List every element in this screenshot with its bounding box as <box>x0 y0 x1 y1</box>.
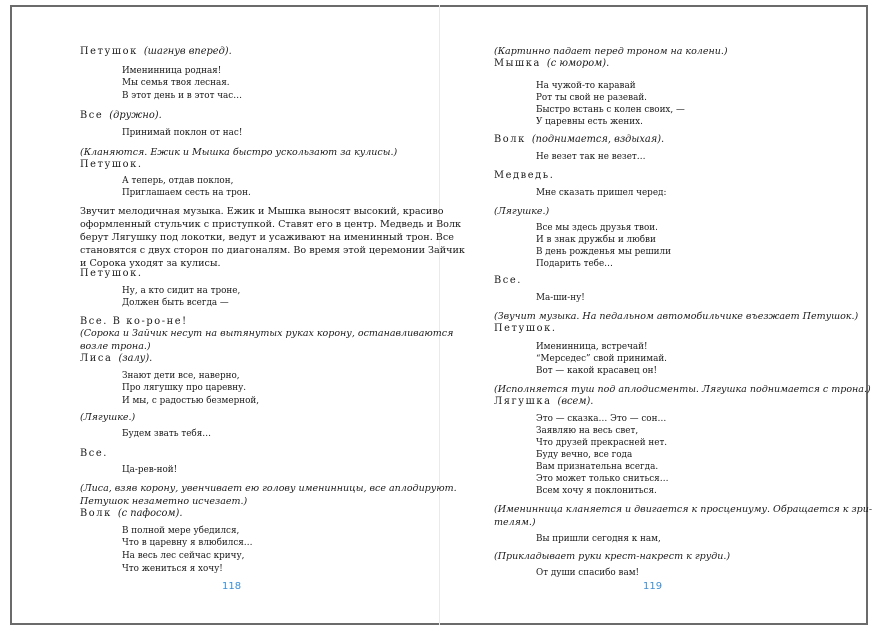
stage-direction: Петушок незаметно исчезает.) <box>80 496 248 507</box>
verse-line: Вы пришли сегодня к нам, <box>536 534 661 544</box>
speaker-line <box>494 323 557 334</box>
speaker-line <box>494 134 664 145</box>
verse-line: Все мы здесь друзья твои. <box>536 223 658 233</box>
speaker-line <box>80 159 143 170</box>
stage-direction-inline: (дружно). <box>109 110 162 121</box>
speaker-name: Мышка <box>494 58 541 69</box>
stage-direction: (Лиса, взяв корону, увенчивает ею голову именинницы, все аплодируют. <box>80 483 457 494</box>
verse-line: Будем звать тебя… <box>122 429 212 439</box>
stage-direction: (Лягушке.) <box>80 412 136 423</box>
speaker-name: Все. <box>494 275 522 286</box>
stage-direction: (Именинница кланяется и двигается к просцениуму. Обращается к зри- <box>494 504 873 515</box>
speaker-name: Волк <box>80 508 112 519</box>
narration-line: и Сорока уходят за кулисы. <box>80 258 221 269</box>
stage-direction: (Исполняется туш под аплодисменты. Лягушка поднимается с трона.) <box>494 384 871 395</box>
verse-line: Именинница родная! <box>122 66 222 76</box>
stage-direction-inline: (с пафосом). <box>117 508 183 519</box>
verse-line: Заявляю на весь свет, <box>536 426 639 436</box>
stage-direction-inline: (залу). <box>118 353 153 364</box>
speaker-name: Все. <box>80 448 108 459</box>
verse-line: Ну, а кто сидит на троне, <box>122 286 241 296</box>
verse-line: Принимай поклон от нас! <box>122 128 243 138</box>
stage-direction: (Сорока и Зайчик несут на вытянутых руках корону, останавливаются <box>80 328 454 339</box>
speaker-line <box>80 110 162 121</box>
verse-line: Должен быть всегда — <box>122 298 229 308</box>
stage-direction-inline: (поднимается, вздыхая). <box>531 134 665 145</box>
verse-line: На чужой-то каравай <box>536 81 636 91</box>
stage-direction: (Картинно падает перед троном на колени.) <box>494 46 728 57</box>
verse-line: Что друзей прекрасней нет. <box>536 438 668 448</box>
verse-line: Вам признательна всегда. <box>536 462 659 472</box>
page-number-left: 118 <box>222 581 242 592</box>
verse-line: Именинница, встречай! <box>536 342 648 352</box>
page-fold <box>439 5 440 625</box>
verse-line: Не везет так не везет… <box>536 152 646 162</box>
speaker-name: Все <box>80 110 104 121</box>
narration-line: становятся с двух сторон по диагоналям. Во время этой церемонии Зайчик <box>80 245 465 256</box>
verse-line: Про лягушку про царевну. <box>122 383 247 393</box>
speaker-line <box>80 448 108 459</box>
stage-direction: телям.) <box>494 517 536 528</box>
verse-line: А теперь, отдав поклон, <box>122 176 234 186</box>
verse-line: Что в царевну я влюбился… <box>122 538 253 548</box>
verse-line: В день рожденья мы решили <box>536 247 671 257</box>
verse-line: Мне сказать пришел черед: <box>536 188 667 198</box>
verse-line: Быстро встань с колен своих, — <box>536 105 685 115</box>
verse-line: Это — сказка… Это — сон… <box>536 414 667 424</box>
verse-line: Рот ты свой не разевай. <box>536 93 647 103</box>
speaker-line <box>494 396 593 407</box>
verse-line: Что жениться я хочу! <box>122 564 223 574</box>
verse-line: Знают дети все, наверно, <box>122 371 240 381</box>
verse-line: У царевны есть жених. <box>536 117 643 127</box>
verse-line: Приглашаем сесть на трон. <box>122 188 251 198</box>
verse-line: Буду вечно, все года <box>536 450 633 460</box>
narration-line: берут Лягушку под локотки, ведут и усаживают на именинный трон. Все <box>80 232 454 243</box>
stage-direction-inline: (с юмором). <box>546 58 610 69</box>
verse-line: И мы, с радостью безмерной, <box>122 396 260 406</box>
stage-direction: (Лягушке.) <box>494 206 550 217</box>
speaker-line <box>80 316 188 327</box>
stage-direction: (Прикладывает руки крест-накрест к груди.) <box>494 551 731 562</box>
speaker-line <box>494 275 522 286</box>
verse-line: В этот день и в этот час… <box>122 91 243 101</box>
verse-line: На весь лес сейчас кричу, <box>122 551 245 561</box>
speaker-line <box>494 170 554 181</box>
verse-line: В полной мере убедился, <box>122 526 240 536</box>
speaker-name: Петушок <box>80 46 138 57</box>
speaker-line <box>80 46 232 57</box>
verse-line: От души спасибо вам! <box>536 568 640 578</box>
stage-direction: возле трона.) <box>80 341 151 352</box>
speaker-name: Волк <box>494 134 526 145</box>
speaker-line <box>80 268 143 279</box>
speaker-line <box>494 58 609 69</box>
speaker-name: Лягушка <box>494 396 552 407</box>
narration-line: Звучит мелодичная музыка. Ежик и Мышка выносят высокий, красиво <box>80 206 444 217</box>
verse-line: Всем хочу я поклониться. <box>536 486 657 496</box>
stage-direction: (Кланяются. Ежик и Мышка быстро ускользают за кулисы.) <box>80 147 398 158</box>
speaker-line <box>80 508 182 519</box>
verse-line: Ца-рев-ной! <box>122 465 178 475</box>
speaker-name: Петушок. <box>80 159 143 170</box>
speaker-name: Петушок. <box>494 323 557 334</box>
verse-line: Мы семья твоя лесная. <box>122 78 230 88</box>
stage-direction: (Звучит музыка. На педальном автомобильчике въезжает Петушок.) <box>494 311 859 322</box>
speaker-name: Все. В ко-ро-не! <box>80 316 188 327</box>
verse-line: И в знак дружбы и любви <box>536 235 656 245</box>
speaker-name: Лиса <box>80 353 113 364</box>
speaker-line <box>80 353 152 364</box>
verse-line: “Мерседес” свой принимай. <box>536 354 667 364</box>
verse-line: Вот — какой красавец он! <box>536 366 658 376</box>
verse-line: Это может только сниться… <box>536 474 669 484</box>
speaker-name: Петушок. <box>80 268 143 279</box>
stage-direction-inline: (всем). <box>557 396 594 407</box>
narration-line: оформленный стульчик с приступкой. Ставят его в центр. Медведь и Волк <box>80 219 462 230</box>
verse-line: Подарить тебе… <box>536 259 613 269</box>
speaker-name: Медведь. <box>494 170 555 181</box>
stage-direction-inline: (шагнув вперед). <box>143 46 232 57</box>
page-number-right: 119 <box>643 581 663 592</box>
verse-line: Ма-ши-ну! <box>536 293 585 303</box>
